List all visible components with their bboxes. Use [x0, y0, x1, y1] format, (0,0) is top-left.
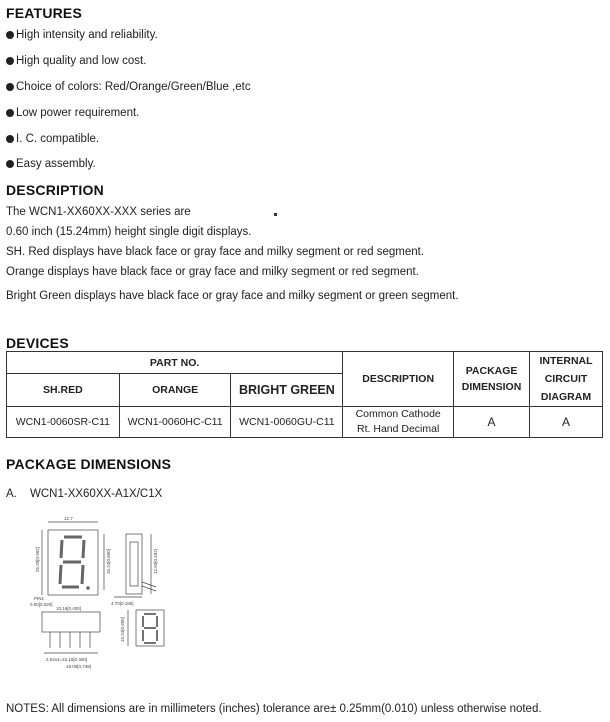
internal-header-line-3: DIAGRAM [540, 391, 592, 403]
internal-header-line-1: INTERNAL [539, 355, 593, 367]
bullet-icon [6, 109, 14, 117]
seven-segment-digit [60, 537, 84, 587]
description-column-header: DESCRIPTION [343, 352, 454, 407]
part-orange-cell: WCN1-0060HC-C11 [119, 407, 231, 438]
bottom-view-outline [42, 612, 100, 632]
segment-map-digit [143, 614, 157, 643]
bullet-icon [6, 57, 14, 65]
feature-text: Low power requirement. [16, 107, 140, 119]
description-heading: DESCRIPTION [6, 182, 104, 198]
bright-green-column-header: BRIGHT GREEN [231, 374, 343, 407]
feature-text: Easy assembly. [16, 158, 96, 170]
decimal-point [86, 586, 90, 590]
features-heading: FEATURES [6, 5, 83, 21]
package-drawing [6, 512, 206, 672]
segment-height-dim-text: 15.24[0.600] [106, 548, 111, 574]
feature-text: Choice of colors: Red/Orange/Green/Blue ,etc [16, 81, 251, 93]
internal-circuit-header [530, 352, 603, 407]
feature-item [6, 81, 251, 93]
package-cell: A [454, 407, 530, 438]
description-line-5: Bright Green displays have black face or gray face and milky segment or green segment. [6, 290, 459, 302]
top-dim-text: 12.7 [64, 516, 73, 521]
package-a-model: WCN1-XX60XX-A1X/C1X [30, 488, 163, 500]
orange-column-header: ORANGE [119, 374, 231, 407]
description-cell-line-2: Rt. Hand Decimal [357, 423, 440, 435]
feature-item [6, 158, 96, 170]
devices-heading: DEVICES [6, 335, 69, 351]
side-view-outline [126, 534, 142, 594]
feature-text: High intensity and reliability. [16, 29, 158, 41]
devices-table [6, 351, 603, 438]
package-header-line-2: DIMENSION [461, 381, 522, 393]
width-dim-text: 19.00[0.748] [66, 664, 92, 669]
description-line-1: The WCN1-XX60XX-XXX series are [6, 206, 191, 218]
internal-header-line-2: CIRCUIT [544, 373, 588, 385]
description-cell-line-1: Common Cathode [355, 408, 441, 420]
part-green-cell: WCN1-0060GU-C11 [231, 407, 343, 438]
feature-item [6, 107, 139, 119]
shred-column-header: SH.RED [7, 374, 120, 407]
part-shred-cell: WCN1-0060SR-C11 [7, 407, 120, 438]
pin-pitch-dim-text: 4.70[0.185] [111, 601, 134, 606]
package-dimension-header [454, 352, 530, 407]
depth-dim-text: 12.50[0.492] [153, 548, 158, 574]
feature-item [6, 29, 158, 41]
package-header-line-1: PACKAGE [465, 365, 518, 377]
notes-text: NOTES: All dimensions are in millimeters (inches) tolerance are± 0.25mm(0.010) unless otherwise noted. [6, 703, 542, 715]
bullet-icon [6, 160, 14, 168]
package-a-label: A. [6, 488, 17, 500]
side-view-inner [130, 542, 138, 586]
bullet-icon [6, 135, 14, 143]
pin1-label: PIN1 [34, 596, 45, 601]
speck-mark [274, 213, 277, 216]
description-cell [343, 407, 454, 438]
feature-item [6, 55, 146, 67]
height-dim-text: 25.20[0.992] [35, 546, 40, 572]
package-heading: PACKAGE DIMENSIONS [6, 456, 172, 472]
bottom-width-text: 10.16[0.400] [56, 606, 82, 611]
description-line-3: SH. Red displays have black face or gray face and milky segment or red segment. [6, 246, 425, 258]
bullet-icon [6, 83, 14, 91]
pin-diameter-text: 0.50[0.020] [30, 602, 53, 607]
description-line-2: 0.60 inch (15.24mm) height single digit displays. [6, 226, 252, 238]
feature-text: High quality and low cost. [16, 55, 147, 67]
row-pitch-text: 2.54x4=10.16[0.400] [46, 657, 88, 662]
internal-cell: A [530, 407, 603, 438]
feature-text: I. C. compatible. [16, 133, 100, 145]
decimal-dim-text: 15.24[0.600] [120, 616, 125, 642]
feature-item [6, 133, 99, 145]
bullet-icon [6, 31, 14, 39]
bottom-pins [50, 632, 90, 648]
part-no-header: PART NO. [7, 352, 343, 374]
description-line-4: Orange displays have black face or gray face and milky segment or red segment. [6, 266, 419, 278]
